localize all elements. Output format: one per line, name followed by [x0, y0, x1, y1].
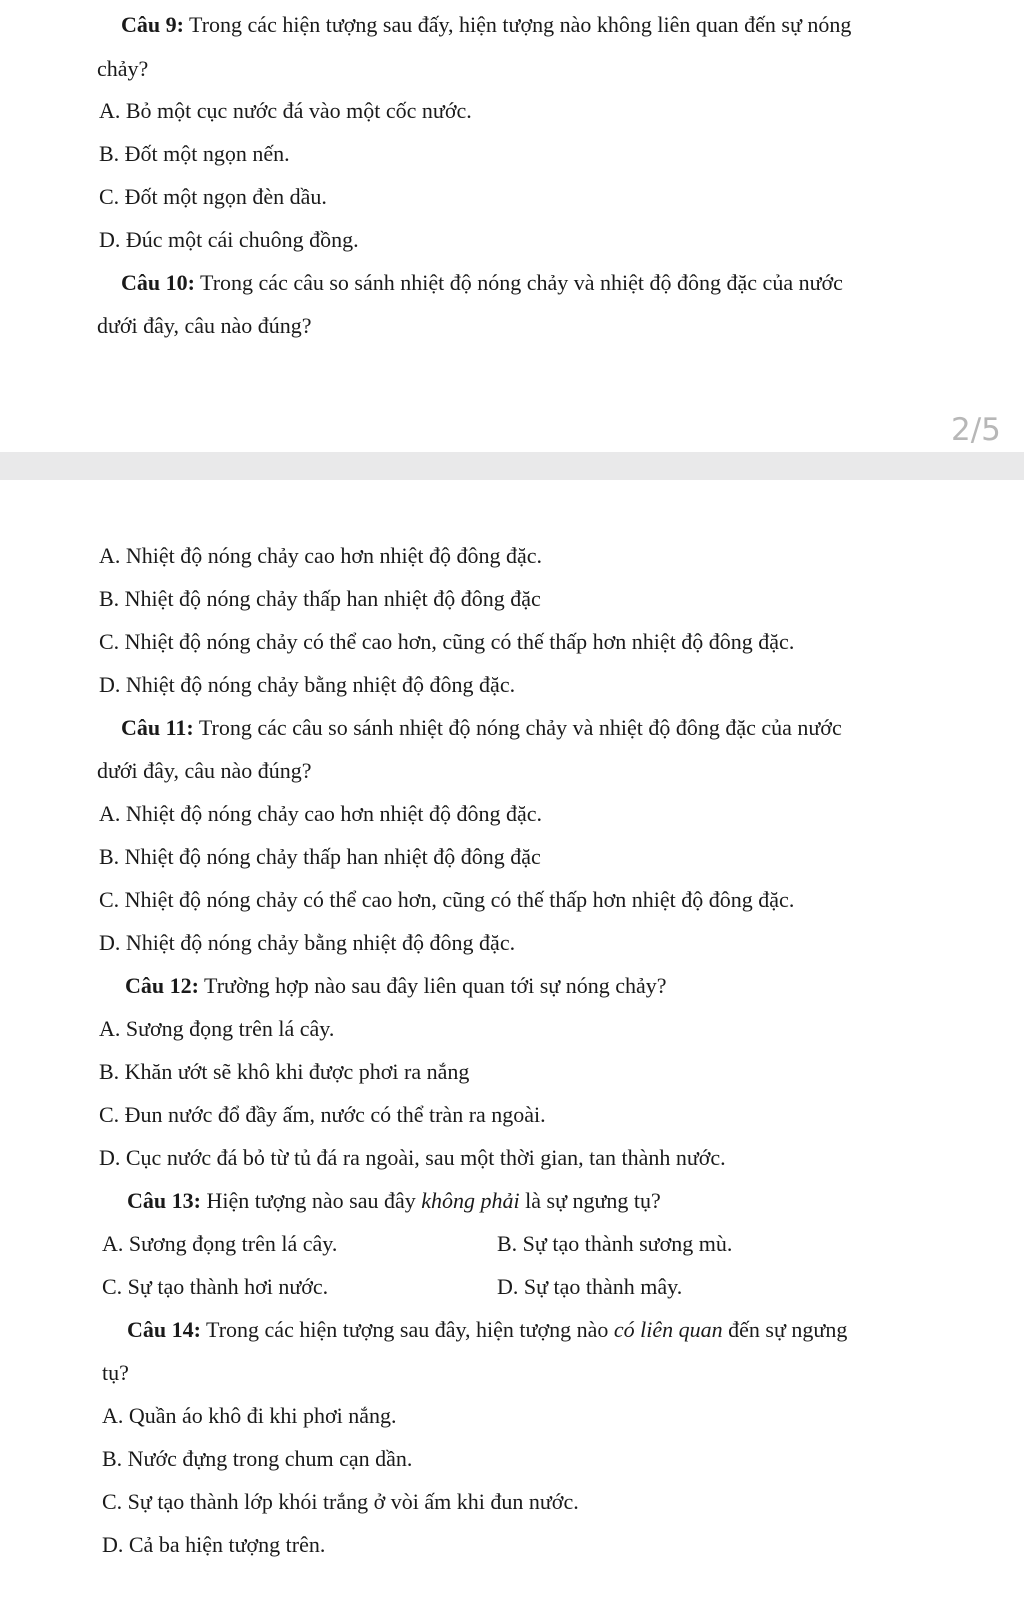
question-label: Câu 14: — [127, 1317, 201, 1342]
question-label: Câu 9: — [121, 12, 184, 37]
question-10-option-a: A. Nhiệt độ nóng chảy cao hơn nhiệt độ đông đặc. — [99, 543, 542, 568]
question-13-option-c: C. Sự tạo thành hơi nước. — [102, 1274, 329, 1299]
page-indicator: 2/5 — [951, 412, 1001, 448]
question-11-stem-line2: dưới đây, câu nào đúng? — [97, 758, 312, 783]
page-gap — [0, 452, 1024, 480]
question-10-stem-line2: dưới đây, câu nào đúng? — [97, 313, 312, 338]
question-13-option-d: D. Sự tạo thành mây. — [497, 1274, 683, 1299]
question-14-option-b: B. Nước đựng trong chum cạn dần. — [102, 1446, 413, 1471]
question-10-option-c: C. Nhiệt độ nóng chảy có thể cao hơn, cũng có thế thấp hơn nhiệt độ đông đặc. — [99, 629, 795, 654]
question-13-option-a: A. Sương đọng trên lá cây. — [102, 1231, 338, 1256]
question-14-option-a: A. Quần áo khô đi khi phơi nắng. — [102, 1403, 397, 1428]
question-11-option-c: C. Nhiệt độ nóng chảy có thể cao hơn, cũng có thế thấp hơn nhiệt độ đông đặc. — [99, 887, 795, 912]
question-11-option-d: D. Nhiệt độ nóng chảy bằng nhiệt độ đông đặc. — [99, 930, 516, 955]
question-12-option-a: A. Sương đọng trên lá cây. — [99, 1016, 335, 1041]
question-13-option-b: B. Sự tạo thành sương mù. — [497, 1231, 733, 1256]
question-11-option-a: A. Nhiệt độ nóng chảy cao hơn nhiệt độ đông đặc. — [99, 801, 542, 826]
question-10-option-b: B. Nhiệt độ nóng chảy thấp han nhiệt độ đông đặc — [99, 586, 541, 611]
question-label: Câu 13: — [127, 1188, 201, 1213]
question-14-stem-line2: tụ? — [102, 1360, 129, 1385]
question-9-option-d: D. Đúc một cái chuông đồng. — [99, 227, 359, 252]
question-9-option-a: A. Bỏ một cục nước đá vào một cốc nước. — [99, 98, 472, 123]
question-9-stem: Câu 9: Trong các hiện tượng sau đấy, hiện tượng nào không liên quan đến sự nóng — [121, 12, 852, 37]
page-fragment-top — [0, 0, 1024, 452]
question-9-stem-line2: chảy? — [97, 56, 149, 81]
question-9-option-c: C. Đốt một ngọn đèn dầu. — [99, 184, 327, 209]
question-9-option-b: B. Đốt một ngọn nến. — [99, 141, 290, 166]
question-12-option-d: D. Cục nước đá bỏ từ tủ đá ra ngoài, sau một thời gian, tan thành nước. — [99, 1145, 726, 1170]
question-14-stem: Câu 14: Trong các hiện tượng sau đây, hiện tượng nào có liên quan đến sự ngưng — [127, 1317, 848, 1342]
question-label: Câu 10: — [121, 270, 195, 295]
question-12-option-b: B. Khăn ướt sẽ khô khi được phơi ra nắng — [99, 1059, 470, 1084]
question-13-stem: Câu 13: Hiện tượng nào sau đây không phải là sự ngưng tụ? — [127, 1188, 661, 1213]
question-label: Câu 11: — [121, 715, 194, 740]
question-10-stem: Câu 10: Trong các câu so sánh nhiệt độ nóng chảy và nhiệt độ đông đặc của nước — [121, 270, 843, 295]
question-11-option-b: B. Nhiệt độ nóng chảy thấp han nhiệt độ đông đặc — [99, 844, 541, 869]
question-12-stem: Câu 12: Trường hợp nào sau đây liên quan tới sự nóng chảy? — [125, 973, 667, 998]
question-11-stem: Câu 11: Trong các câu so sánh nhiệt độ nóng chảy và nhiệt độ đông đặc của nước — [121, 715, 842, 740]
page-fragment-bottom — [0, 480, 1024, 1610]
question-14-option-d: D. Cả ba hiện tượng trên. — [102, 1532, 326, 1557]
question-label: Câu 12: — [125, 973, 199, 998]
question-14-option-c: C. Sự tạo thành lớp khói trắng ở vòi ấm khi đun nước. — [102, 1489, 579, 1514]
question-10-option-d: D. Nhiệt độ nóng chảy bằng nhiệt độ đông đặc. — [99, 672, 516, 697]
question-12-option-c: C. Đun nước đổ đầy ấm, nước có thể tràn ra ngoài. — [99, 1102, 546, 1127]
